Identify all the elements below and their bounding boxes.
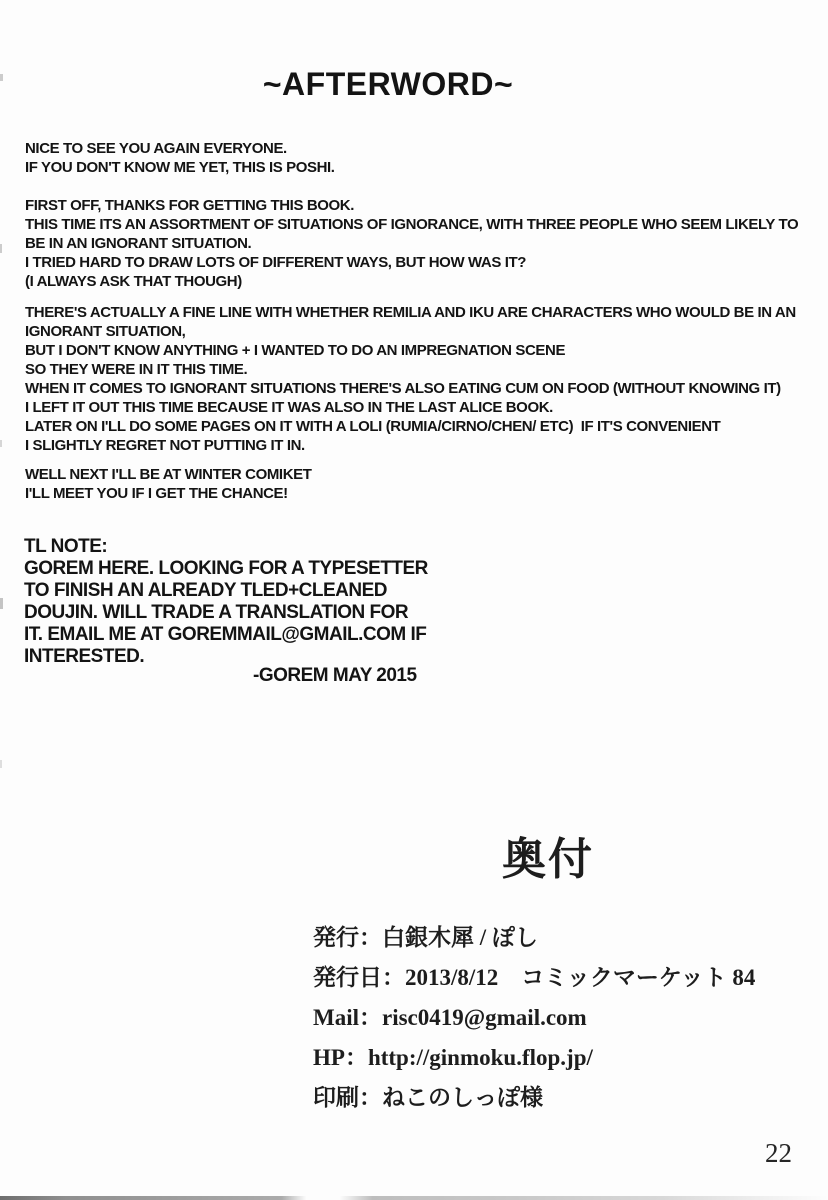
scan-speck — [0, 598, 3, 609]
afterword-line: IF YOU DON'T KNOW ME YET, THIS IS POSHI. — [25, 159, 335, 176]
afterword-paragraph — [25, 196, 820, 291]
afterword-line: I LEFT IT OUT THIS TIME BECAUSE IT WAS ALSO IN THE LAST ALICE BOOK. — [25, 399, 553, 416]
tl-note-line: TL NOTE: — [24, 536, 108, 557]
afterword-body — [25, 139, 820, 503]
page-number: 22 — [765, 1138, 792, 1168]
afterword-line: LATER ON I'LL DO SOME PAGES ON IT WITH A LOLI (RUMIA/CIRNO/CHEN/ ETC) IF IT'S CONVENIENT — [25, 418, 721, 435]
afterword-line: THIS TIME ITS AN ASSORTMENT OF SITUATIONS OF IGNORANCE, WITH THREE PEOPLE WHO SEEM LIKELY TO — [25, 216, 799, 233]
afterword-line: IGNORANT SITUATION, — [25, 323, 186, 340]
afterword-line: THERE'S ACTUALLY A FINE LINE WITH WHETHER REMILIA AND IKU ARE CHARACTERS WHO WOULD BE IN AN — [25, 304, 796, 321]
afterword-line: NICE TO SEE YOU AGAIN EVERYONE. — [25, 140, 287, 157]
colophon-entry: 発行日：2013/8/12 コミックマーケット 84 — [313, 965, 756, 990]
scan-speck — [0, 760, 2, 768]
scan-speck — [0, 440, 2, 447]
afterword-paragraph — [25, 465, 820, 503]
afterword-line: SO THEY WERE IN IT THIS TIME. — [25, 361, 248, 378]
tl-note-line: TO FINISH AN ALREADY TLED+CLEANED — [24, 580, 387, 601]
scan-speck — [0, 244, 2, 253]
tl-note-line: INTERESTED. — [24, 646, 145, 667]
afterword-paragraph — [25, 303, 820, 455]
colophon-entries — [313, 918, 783, 1118]
scan-speck — [0, 74, 3, 81]
tl-note-line: IT. EMAIL ME AT GOREMMAIL@GMAIL.COM IF — [24, 624, 427, 645]
colophon-entry: 印刷：ねこのしっぽ様 — [313, 1085, 543, 1110]
tl-note — [24, 536, 428, 668]
afterword-title: ~AFTERWORD~ — [262, 66, 514, 102]
tl-note-line: GOREM HERE. LOOKING FOR A TYPESETTER — [24, 558, 428, 579]
afterword-paragraph — [25, 139, 820, 177]
afterword-line: I TRIED HARD TO DRAW LOTS OF DIFFERENT WAYS, BUT HOW WAS IT? — [25, 254, 526, 271]
afterword-line: I'LL MEET YOU IF I GET THE CHANCE! — [25, 485, 288, 502]
afterword-line: I SLIGHTLY REGRET NOT PUTTING IT IN. — [25, 437, 305, 454]
afterword-line: WHEN IT COMES TO IGNORANT SITUATIONS THERE'S ALSO EATING CUM ON FOOD (WITHOUT KNOWING IT) — [25, 380, 781, 397]
afterword-line: (I ALWAYS ASK THAT THOUGH) — [25, 273, 242, 290]
tl-note-line: DOUJIN. WILL TRADE A TRANSLATION FOR — [24, 602, 409, 623]
afterword-line: BUT I DON'T KNOW ANYTHING + I WANTED TO DO AN IMPREGNATION SCENE — [25, 342, 566, 359]
colophon-title: 奥付 — [502, 835, 594, 884]
colophon-entry: Mail：risc0419@gmail.com — [313, 1005, 587, 1030]
afterword-line: BE IN AN IGNORANT SITUATION. — [25, 235, 252, 252]
colophon-entry: HP：http://ginmoku.flop.jp/ — [313, 1045, 593, 1070]
colophon — [313, 836, 783, 1118]
afterword-line: WELL NEXT I'LL BE AT WINTER COMIKET — [25, 466, 312, 483]
afterword-line: FIRST OFF, THANKS FOR GETTING THIS BOOK. — [25, 197, 354, 214]
colophon-entry: 発行：白銀木犀 / ぽし — [313, 925, 538, 950]
scan-edge-artifact — [0, 1196, 828, 1200]
tl-note-signature: -GOREM MAY 2015 — [253, 665, 417, 686]
